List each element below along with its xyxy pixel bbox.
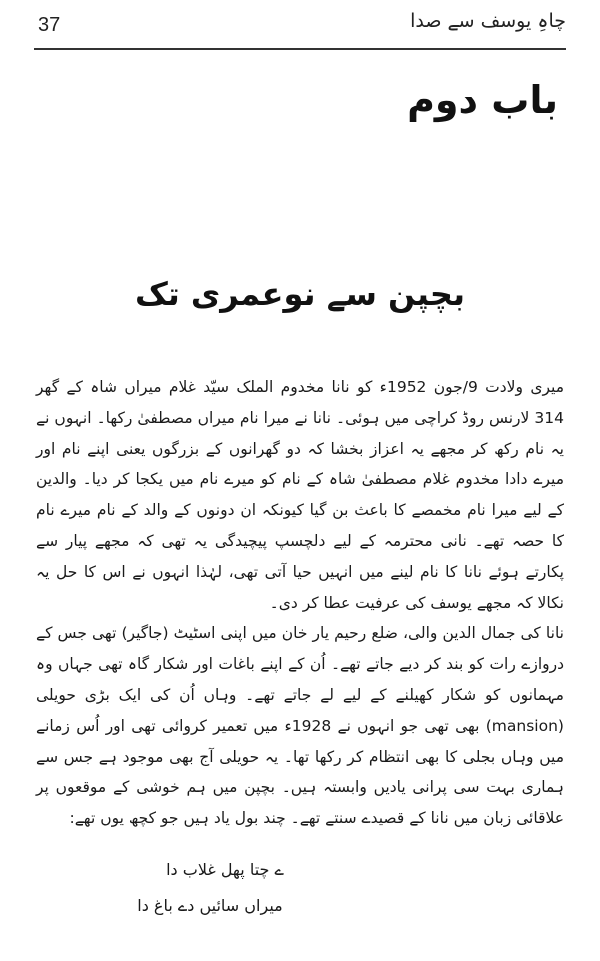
verse-line: ے چتا پھل غلاب دا	[166, 860, 284, 879]
chapter-label: باب دوم	[407, 78, 558, 122]
page-number: 37	[38, 14, 61, 36]
verse-line: میراں سائیں دے باغ دا	[137, 896, 283, 915]
section-title: بچپن سے نوعمری تک	[135, 275, 465, 313]
paragraph: میری ولادت 9/جون 1952ء کو نانا مخدوم الملک سیّد غلام میراں شاہ کے گھر 314 لارنس روڈ کراچی میں ہوئی۔ نانا نے میرا نام میراں مصطفیٰ رکھا۔ انہوں نے یہ نام رکھ کر مجھے یہ اعزاز بخشا کہ دو گھرانوں کے بزرگوں یعنی اپنے نام اور میرے دادا مخدوم غلام مصطفیٰ شاہ کے نام کو میرے نام میں یکجا کر دیا۔ والدین کے لیے میرا نام مخمصے کا باعث بن گیا کیونکہ ان دونوں کے والد کے نام میرے نام کا حصہ تھے۔ نانی محترمہ کے لیے دلچسپ پیچیدگی یہ تھی کہ مجھے پیار سے پکارتے ہوئے نانا کا نام لینے میں انہیں حیا آتی تھی، لہٰذا انہوں نے اس کا حل یہ نکالا کہ مجھے یوسف کی عرفیت عطا کر دی۔	[36, 378, 565, 612]
running-title: چاہِ یوسف سے صدا	[410, 10, 566, 32]
paragraph: نانا کی جمال الدین والی، ضلع رحیم یار خان میں اپنی اسٹیٹ (جاگیر) تھی جس کے دروازے رات کو بند کر دیے جاتے تھے۔ اُن کے اپنے باغات اور شکار گاہ تھی جہاں وہ مہمانوں کو شکار کھیلنے کے لیے لے جاتے تھے۔ وہاں اُن کی ایک بڑی حویلی (mansion) بھی تھی جو انہوں نے 1928ء میں تعمیر کروائی تھی اور اُس زمانے میں وہاں بجلی کا بھی انتظام کر رکھا تھا۔ یہ حویلی آج بھی موجود ہے جس سے ہماری بہت سی پرانی یادیں وابستہ ہیں۔ بچپن میں ہم خوشی کے موقعوں پر علاقائی زبان میں نانا کے قصیدے سنتے تھے۔ چند بول یاد ہیں جو کچھ یوں تھے:	[36, 624, 564, 828]
body-text	[36, 372, 564, 834]
header-rule	[34, 48, 566, 50]
